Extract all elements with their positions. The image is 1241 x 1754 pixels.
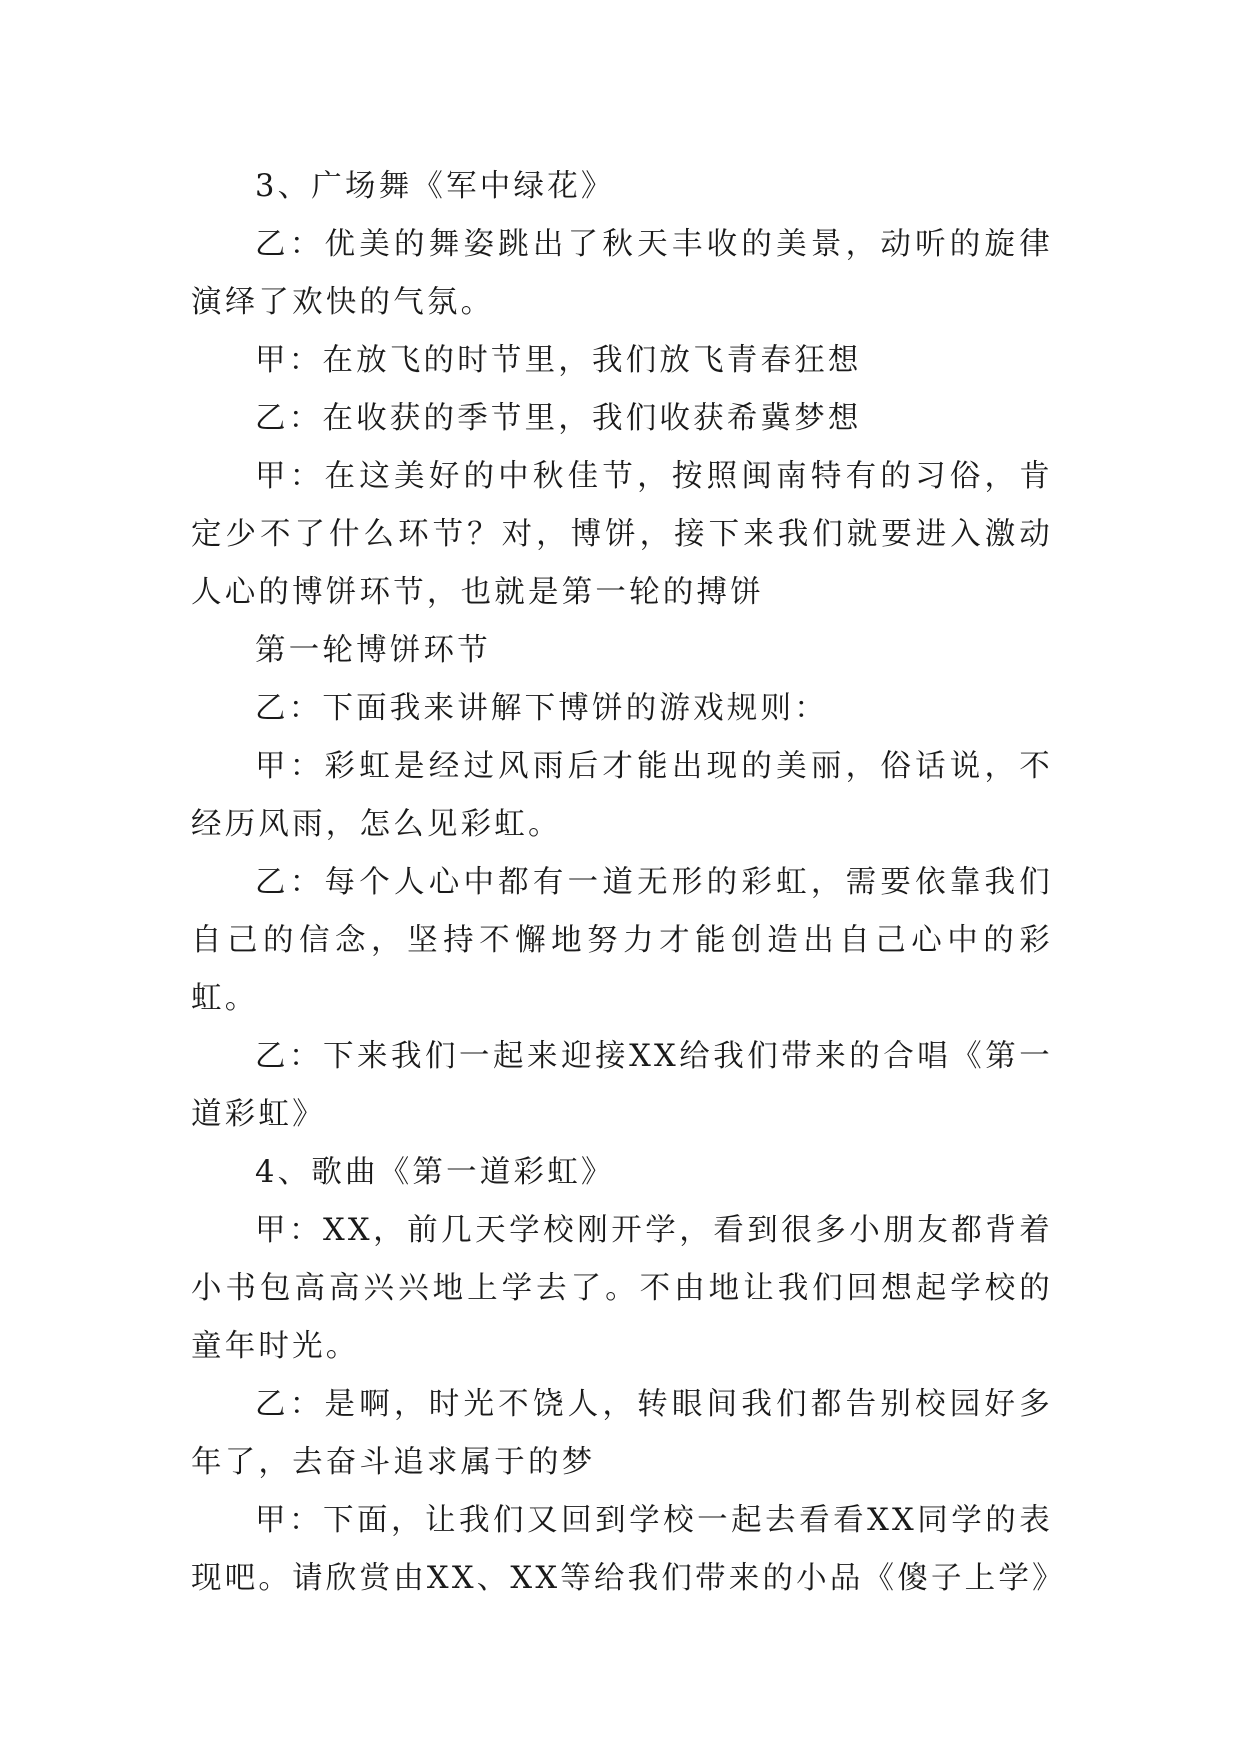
dialogue-paragraph: 乙：下面我来讲解下博饼的游戏规则： [255, 691, 828, 726]
dialogue-paragraph: 乙：每个人心中都有一道无形的彩虹，需要依靠我们自己的信念，坚持不懈地努力才能创造出自己心中的彩虹。 [191, 865, 1053, 1016]
dialogue-paragraph: 乙：下来我们一起来迎接XX给我们带来的合唱《第一道彩虹》 [191, 1039, 1053, 1132]
item-heading-4: 4、歌曲《第一道彩虹》 [255, 1155, 615, 1190]
document-body [191, 158, 1066, 1608]
dialogue-paragraph: 甲：XX，前几天学校刚开学，看到很多小朋友都背着小书包高高兴兴地上学去了。不由地让我们回想起学校的童年时光。 [191, 1213, 1053, 1364]
dialogue-paragraph: 乙：优美的舞姿跳出了秋天丰收的美景，动听的旋律演绎了欢快的气氛。 [191, 227, 1053, 320]
item-heading-3: 3、广场舞《军中绿花》 [255, 169, 615, 204]
dialogue-paragraph: 甲：彩虹是经过风雨后才能出现的美丽，俗话说，不经历风雨，怎么见彩虹。 [191, 749, 1053, 842]
dialogue-paragraph: 甲：在放飞的时节里，我们放飞青春狂想 [255, 343, 862, 378]
dialogue-paragraph: 乙：在收获的季节里，我们收获希冀梦想 [255, 401, 862, 436]
dialogue-paragraph: 甲：下面，让我们又回到学校一起去看看XX同学的表现吧。请欣赏由XX、XX等给我们带来的小品《傻子上学》 [191, 1503, 1066, 1596]
dialogue-paragraph: 乙：是啊，时光不饶人，转眼间我们都告别校园好多年了，去奋斗追求属于的梦 [191, 1387, 1053, 1480]
dialogue-paragraph: 甲：在这美好的中秋佳节，按照闽南特有的习俗，肯定少不了什么环节？对，博饼，接下来我们就要进入激动人心的博饼环节，也就是第一轮的搏饼 [191, 459, 1053, 610]
section-heading: 第一轮博饼环节 [255, 633, 491, 668]
